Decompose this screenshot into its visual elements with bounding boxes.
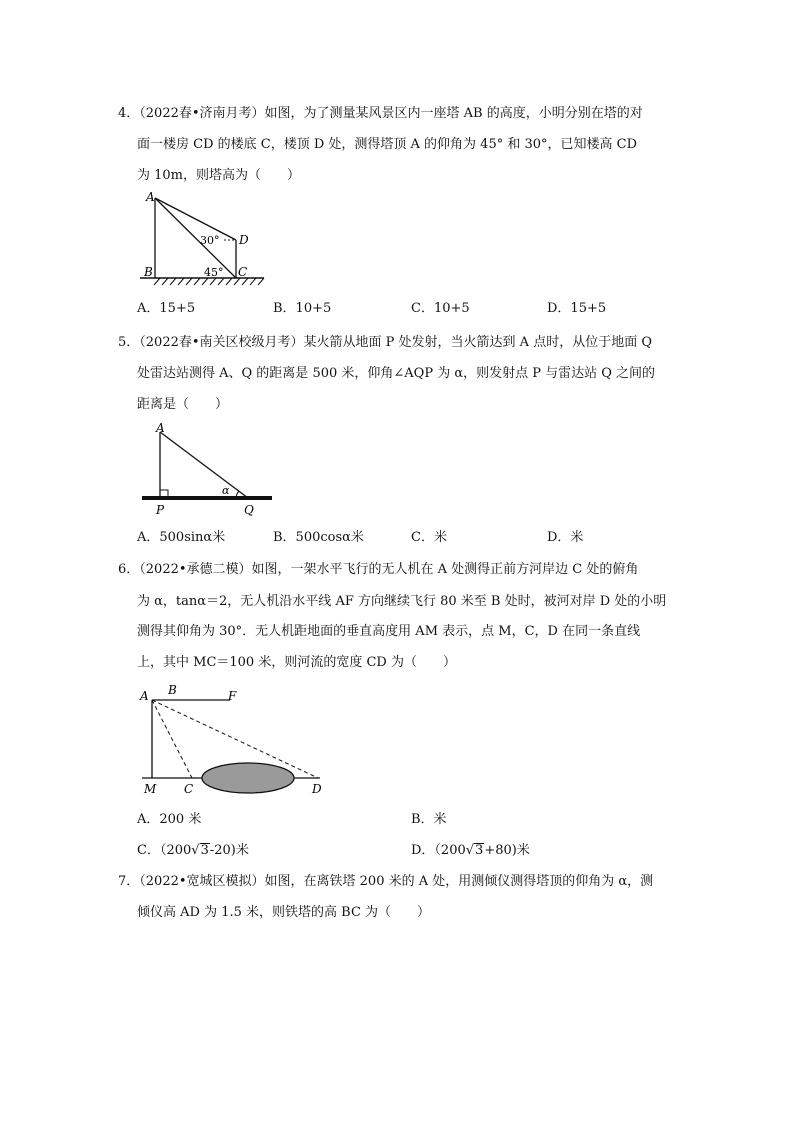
q4-label-d: D: [239, 233, 249, 247]
q6-option-c-radicand: 3: [200, 843, 209, 858]
q4-label-c: C: [238, 265, 248, 279]
q6-label-m: M: [144, 782, 157, 796]
q5-line-3: 距离是（ ）: [137, 397, 229, 412]
q4-angle-30: 30°: [200, 234, 220, 247]
q6-label-d: D: [312, 782, 322, 796]
q5-label-p: P: [156, 503, 165, 517]
q5-option-d[interactable]: D．米: [547, 530, 584, 545]
q5-line-2: 处雷达站测得 A、Q 的距离是 500 米，仰角∠AQP 为 α，则发射点 P 与雷达站 Q 之间的: [137, 366, 656, 381]
q4-label-a: A: [146, 190, 155, 204]
q6-label-a: A: [140, 689, 149, 703]
q6-line-3: 测得其仰角为 30°．无人机距地面的垂直高度用 AM 表示，点 M，C，D 在同一条直线: [137, 624, 641, 639]
q6-line-2: 为 α，tanα＝2，无人机沿水平线 AF 方向继续飞行 80 米至 B 处时，被河对岸 D 处的小明: [137, 594, 667, 609]
q4-option-d[interactable]: D．15+5: [547, 301, 607, 316]
sqrt-icon: √: [465, 843, 475, 858]
q7-line-1: 7．（2022•宽城区模拟）如图，在离铁塔 200 米的 A 处，用测倾仪测得塔顶的仰角为 α，测: [118, 874, 654, 889]
q4-line-2: 面一楼房 CD 的楼底 C，楼顶 D 处，测得塔顶 A 的仰角为 45° 和 30°，已知楼高 CD: [137, 137, 638, 152]
q4-figure: [140, 190, 270, 290]
q6-label-b: B: [168, 683, 177, 697]
q6-option-c[interactable]: [137, 843, 249, 859]
q5-label-alpha: α: [222, 484, 230, 497]
q5-option-a[interactable]: A．500sinα米: [137, 530, 226, 545]
q4-option-b[interactable]: B．10+5: [273, 301, 332, 316]
q5-option-b[interactable]: B．500cosα米: [273, 530, 364, 545]
q6-option-a[interactable]: A．200 米: [137, 812, 202, 827]
q5-option-c[interactable]: C．米: [411, 530, 447, 545]
q5-line-1: 5．（2022春•南关区校级月考）某火箭从地面 P 处发射，当火箭达到 A 点时，从位于地面 Q: [118, 335, 652, 350]
q6-line-4: 上，其中 MC＝100 米，则河流的宽度 CD 为（ ）: [137, 655, 456, 670]
q5-label-q: Q: [244, 503, 254, 517]
q4-option-a[interactable]: A．15+5: [137, 301, 196, 316]
q4-option-c[interactable]: C．10+5: [411, 301, 470, 316]
q6-line-1: 6．（2022•承德二模）如图，一架水平飞行的无人机在 A 处测得正前方河岸边 C 处的俯角: [118, 562, 639, 577]
q6-label-c: C: [184, 782, 194, 796]
q6-option-c-prefix: C．（200: [137, 843, 192, 858]
q4-line-1: 4．（2022春•济南月考）如图，为了测量某风景区内一座塔 AB 的高度，小明分别在塔的对: [118, 106, 643, 121]
q5-figure: [140, 420, 280, 520]
q6-figure: [138, 683, 338, 798]
q6-option-c-suffix: -20)米: [209, 843, 249, 858]
q4-angle-45: 45°: [204, 266, 224, 279]
q4-line-3: 为 10m，则塔高为（ ）: [137, 168, 301, 183]
sqrt-icon: √: [191, 843, 200, 858]
q7-line-2: 倾仪高 AD 为 1.5 米，则铁塔的高 BC 为（ ）: [137, 905, 431, 920]
q6-option-b[interactable]: B．米: [411, 812, 447, 827]
q6-option-d[interactable]: [411, 843, 530, 859]
q6-option-d-prefix: D．（200: [411, 843, 466, 858]
q5-label-a: A: [156, 421, 165, 435]
q6-option-d-suffix: +80)米: [484, 843, 530, 858]
q4-label-b: B: [144, 265, 153, 279]
q6-option-d-radicand: 3: [475, 843, 484, 858]
q6-label-f: F: [228, 689, 237, 703]
